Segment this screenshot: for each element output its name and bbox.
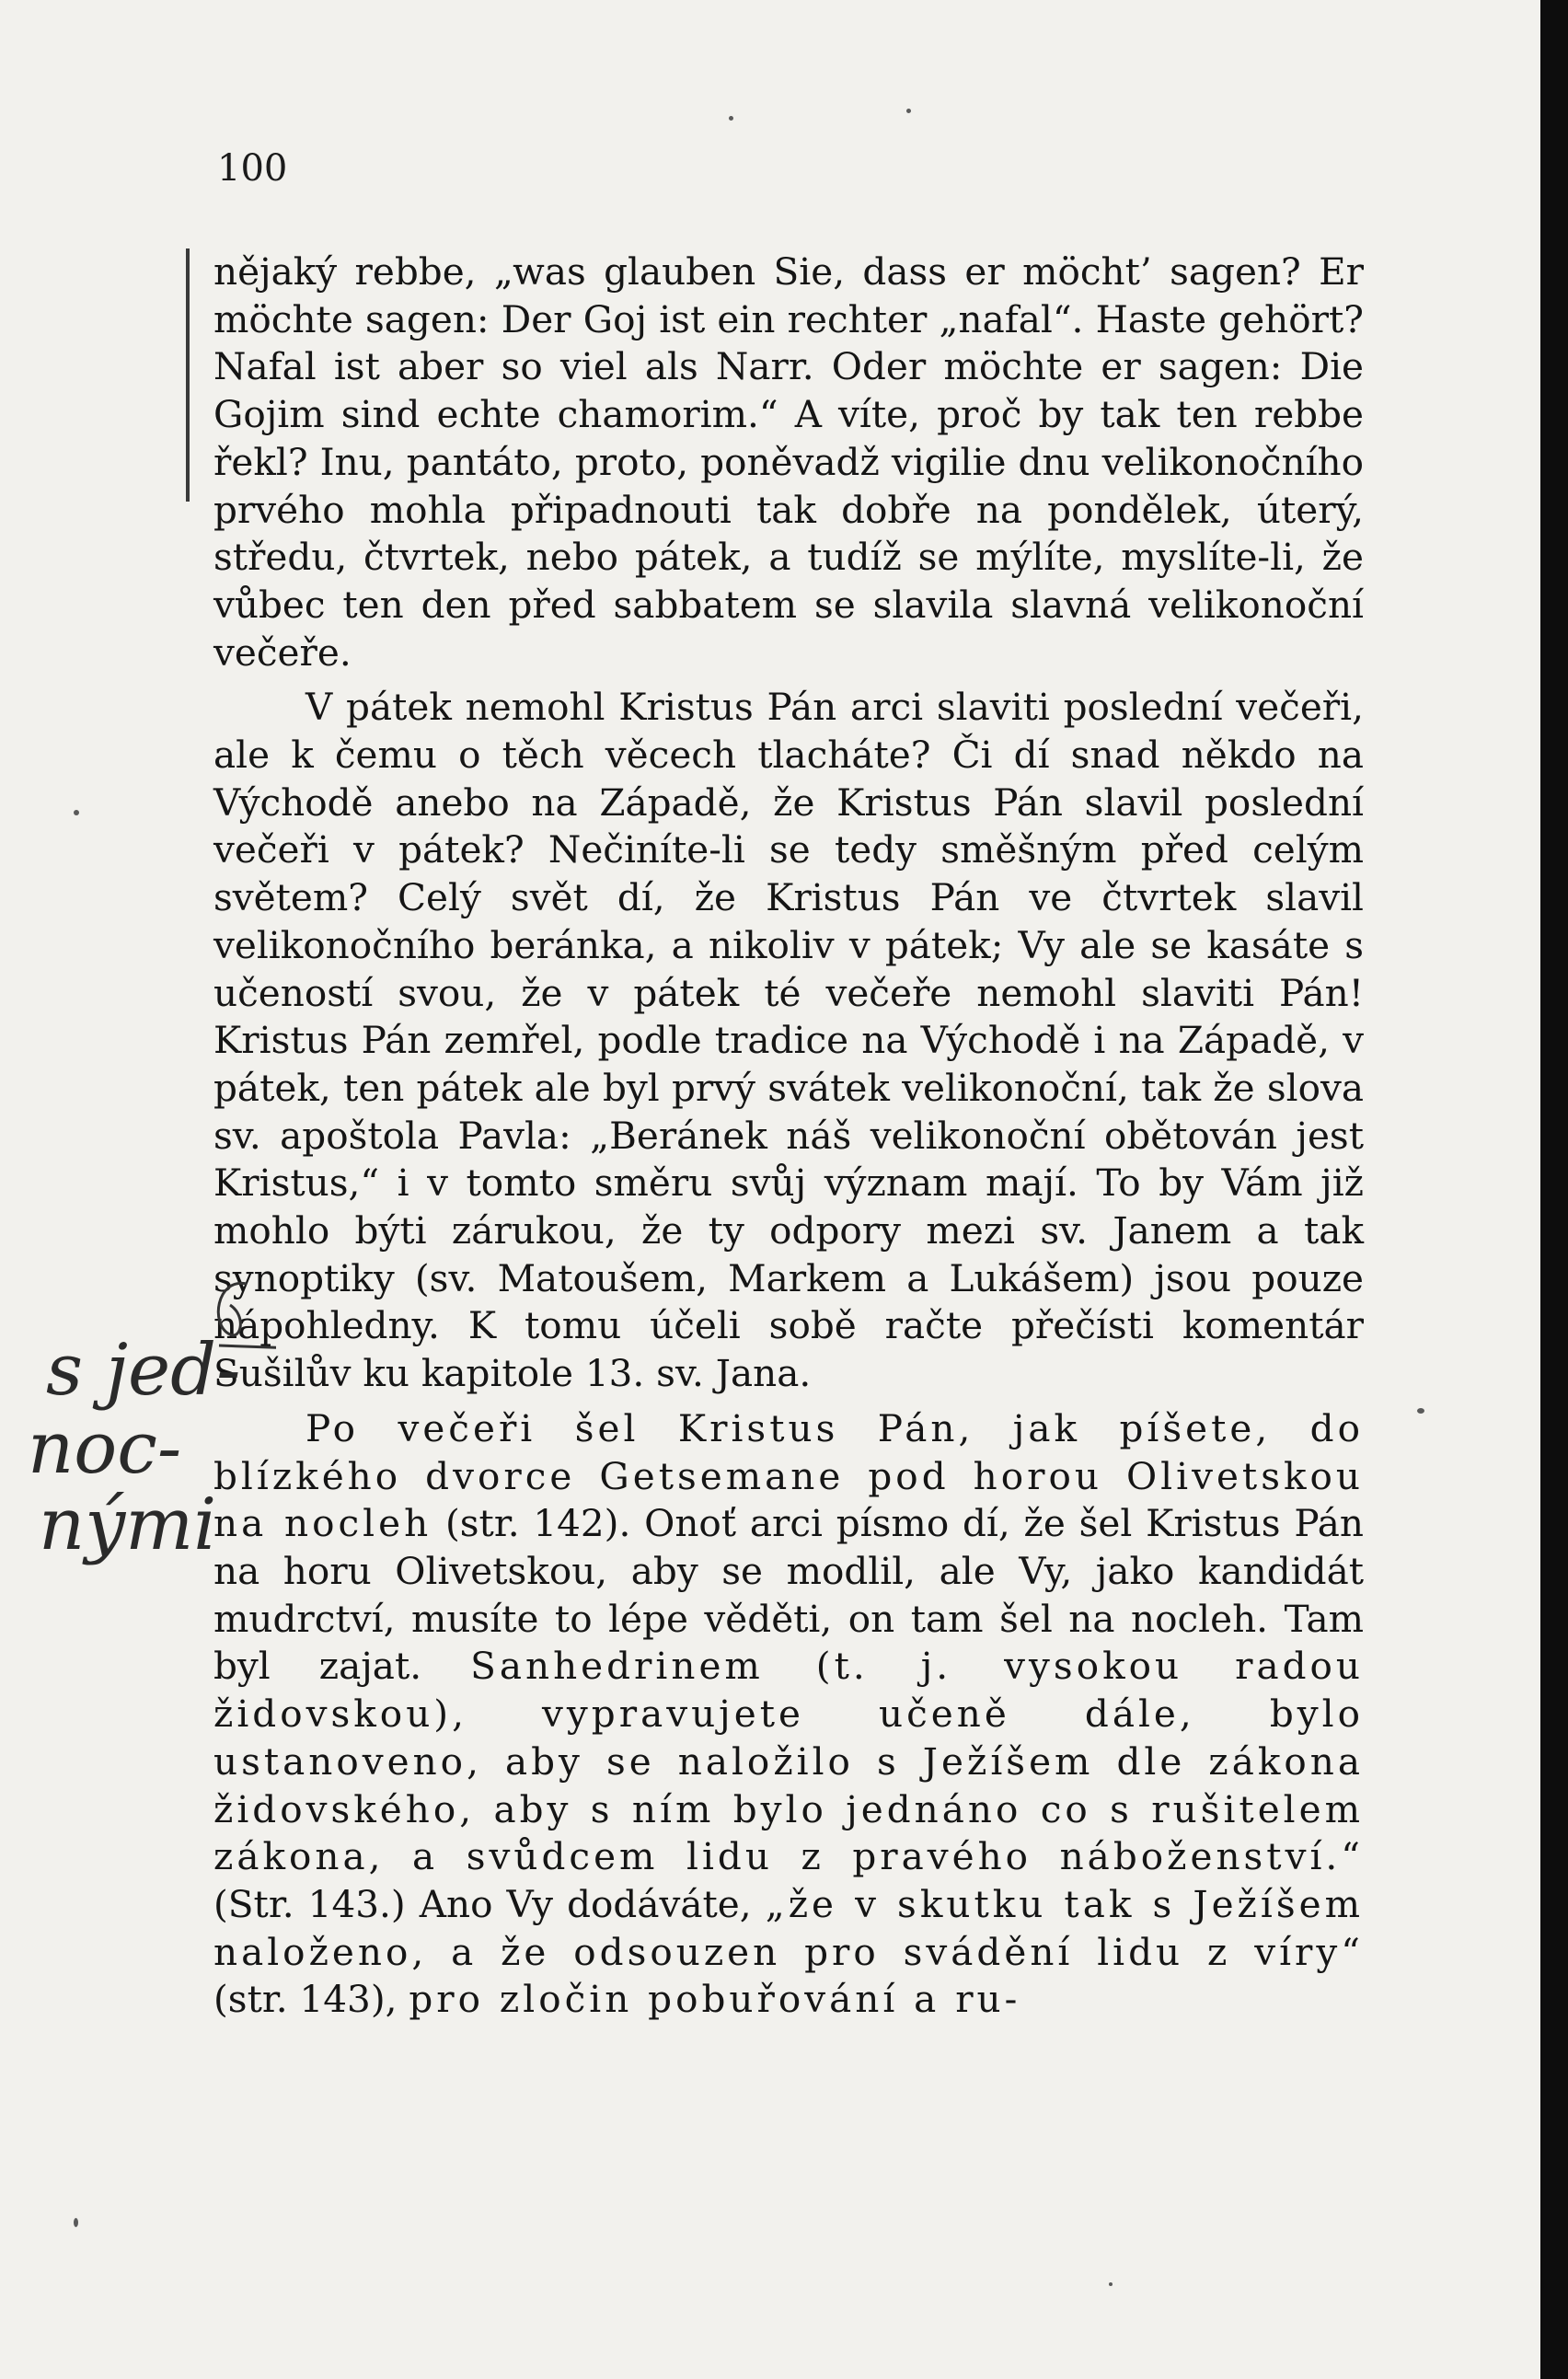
- page-number: 100: [217, 147, 288, 190]
- handwritten-annotation-line-2: noc-: [28, 1407, 182, 1490]
- paragraph-2: V pátek nemohl Kristus Pán arci slaviti poslední večeři, ale k čemu o těch věcech tlacháte? Či dí snad někdo na Východě anebo na Západě, že Kristus Pán slavil poslední večeři v pátek? Nečiníte-li se tedy směšným před celým světem? Celý svět dí, že Kristus Pán ve čtvrtek slavil velikonočního beránka, a nikoliv v pátek; Vy ale se kasáte s učeností svou, že v pátek té večeře nemohl slaviti Pán! Kristus Pán zemřel, podle tradice na Východě i na Západě, v pátek, ten pátek ale byl prvý svátek velikonoční, tak že slova sv. apoštola Pavla: „Beránek náš velikonoční obětován jest Kristus,“ i v tomto směru svůj význam mají. To by Vám již mohlo býti zárukou, že ty odpory mezi sv. Janem a tak synoptiky (sv. Matoušem, Markem a Lukášem) jsou pouze nápohledny. K tomu účeli sobě račte přečísti komentár Sušilův ku kapitole 13. sv. Jana.: [213, 685, 1364, 1396]
- paper-speck: [74, 2218, 78, 2227]
- paragraph-1: nějaký rebbe, „was glauben Sie, dass er möcht’ sagen? Er möchte sagen: Der Goj ist ein rechter „nafal“. Haste gehört? Nafal ist aber so viel als Narr. Oder möchte er sagen: Die Gojim sind echte chamorim.“ A víte, proč by tak ten rebbe řekl? Inu, pantáto, proto, poněvadž vigilie dnu velikonočního prvého mohla připadnouti tak dobře na pondělek, úterý, středu, čtvrtek, nebo pátek, a tudíž se mýlíte, myslíte-li, že vůbec ten den před sabbatem se slavila slavná velikonoční večeře.: [213, 249, 1364, 675]
- paper-speck: [1417, 1408, 1424, 1414]
- scan-edge: [1540, 0, 1568, 2379]
- spaced-text: Sanhedrinem (t. j. vysokou radou židovskou), vypravujete učeně dále, bylo ustanoveno, aby se naložilo s Ježíšem dle zákona židovského, aby s ním bylo jednáno co s rušitelem zákona, a svůdcem lidu z pravého náboženství.“: [213, 1644, 1365, 1879]
- handwritten-annotation-line-1: s jed-: [46, 1329, 241, 1412]
- paper-speck: [1109, 2282, 1113, 2286]
- spaced-text: Po večeři šel Kristus Pán, jak píšete, do blízkého dvorce Getsemane pod horou Olivetskou na nocleh: [213, 1405, 1364, 1546]
- spaced-text: „že v skutku tak s Ježíšem naloženo, a že odsouzen pro svádění lidu z víry“: [213, 1881, 1364, 1974]
- body-text: [213, 248, 1364, 2024]
- handwritten-annotation-line-3: nými: [39, 1484, 217, 1566]
- paper-speck: [906, 109, 911, 113]
- plain-text: (Str. 143.) Ano Vy dodáváte,: [213, 1881, 752, 1926]
- spaced-text: pro zločin pobuřování a ru-: [409, 1977, 1021, 2022]
- plain-text: (str. 143),: [213, 1977, 398, 2022]
- paper-speck: [729, 116, 733, 121]
- paragraph-3: [213, 1405, 1364, 2024]
- plain-text: (str. 142). Onoť arci písmo dí, že šel Kristus Pán na horu Olivetskou, aby se modlil, ale Vy, jako kandidát mudrctví, musíte to lépe věděti, on tam šel na nocleh. Tam byl zajat.: [213, 1501, 1364, 1689]
